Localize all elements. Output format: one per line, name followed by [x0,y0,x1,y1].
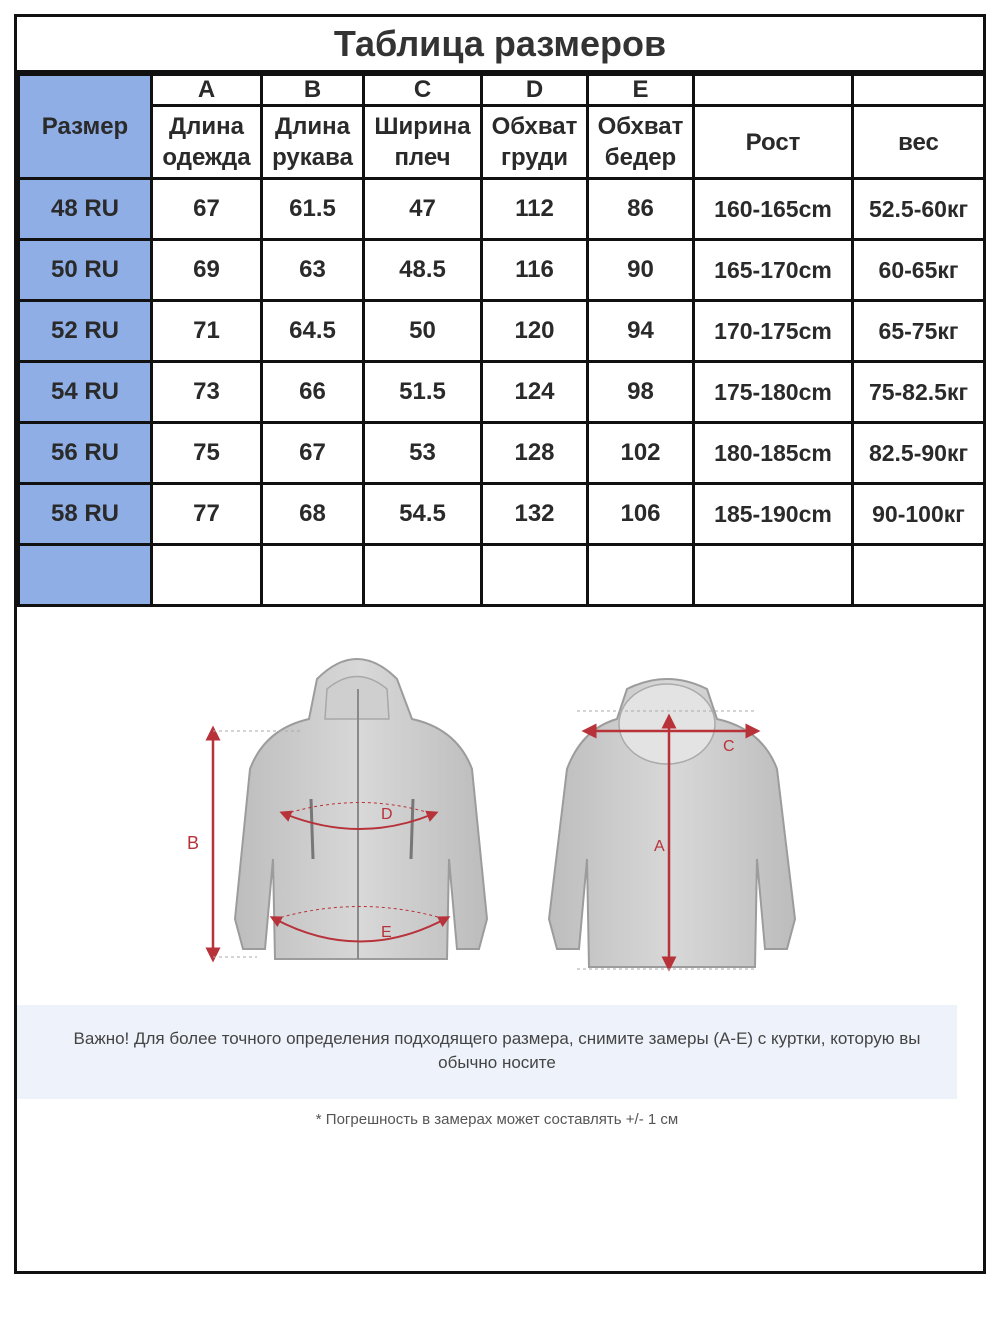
table-row [19,301,985,362]
shoulders-cell: 47 [364,179,482,240]
empty-cell [262,545,364,606]
weight-cell: 52.5-60кг [853,179,985,240]
length-cell: 67 [152,179,262,240]
shoulders-cell: 53 [364,423,482,484]
column-header-height: Рост [694,106,853,179]
size-table [17,73,986,607]
height-cell: 160-165cm [694,179,853,240]
height-cell: 170-175cm [694,301,853,362]
column-header-weight: вес [853,106,985,179]
height-letter-blank [694,75,853,106]
height-cell: 165-170cm [694,240,853,301]
column-header-chest: Обхват груди [482,106,588,179]
empty-cell [364,545,482,606]
hips-cell: 106 [588,484,694,545]
letter-c: C [364,75,482,106]
empty-cell [694,545,853,606]
column-header-length: Длина одежда [152,106,262,179]
shoulders-cell: 48.5 [364,240,482,301]
shoulders-cell: 51.5 [364,362,482,423]
size-header: Размер [19,75,152,179]
chest-cell: 112 [482,179,588,240]
sleeve-cell: 63 [262,240,364,301]
measure-label-c: C [723,738,735,755]
column-header-hips: Обхват бедер [588,106,694,179]
empty-size-cell [19,545,152,606]
empty-cell [482,545,588,606]
weight-letter-blank [853,75,985,106]
size-cell: 52 RU [19,301,152,362]
hips-cell: 98 [588,362,694,423]
size-cell: 54 RU [19,362,152,423]
shoulders-cell: 54.5 [364,484,482,545]
shoulders-cell: 50 [364,301,482,362]
hips-cell: 102 [588,423,694,484]
sleeve-cell: 67 [262,423,364,484]
measure-label-b: B [187,833,200,853]
chest-cell: 116 [482,240,588,301]
important-note: Важно! Для более точного определения подходящего размера, снимите замеры (А-Е) с куртки, которую вы обычно носите [73,1029,921,1072]
sleeve-cell: 68 [262,484,364,545]
measure-label-d: D [381,806,393,823]
weight-cell: 60-65кг [853,240,985,301]
table-row [19,240,985,301]
size-cell: 48 RU [19,179,152,240]
letter-e: E [588,75,694,106]
length-cell: 71 [152,301,262,362]
tolerance-note: * Погрешность в замерах может составлять +/- 1 см [315,1111,679,1128]
front-jacket [235,659,487,959]
letter-d: D [482,75,588,106]
chest-cell: 124 [482,362,588,423]
table-row [19,179,985,240]
table-row [19,423,985,484]
chest-cell: 128 [482,423,588,484]
size-cell: 58 RU [19,484,152,545]
length-cell: 77 [152,484,262,545]
sleeve-cell: 66 [262,362,364,423]
length-cell: 73 [152,362,262,423]
hips-cell: 90 [588,240,694,301]
empty-cell [152,545,262,606]
length-cell: 75 [152,423,262,484]
empty-cell [853,545,985,606]
column-header-shoulders: Ширина плеч [364,106,482,179]
letter-b: B [262,75,364,106]
weight-cell: 82.5-90кг [853,423,985,484]
size-cell: 56 RU [19,423,152,484]
chest-cell: 120 [482,301,588,362]
chest-cell: 132 [482,484,588,545]
weight-cell: 75-82.5кг [853,362,985,423]
jacket-measurement-diagram [17,619,983,1274]
weight-cell: 65-75кг [853,301,985,362]
size-cell: 50 RU [19,240,152,301]
column-header-sleeve: Длина рукава [262,106,364,179]
page-title: Таблица размеров [17,17,983,73]
empty-cell [588,545,694,606]
measure-label-e: E [381,924,392,941]
height-cell: 180-185cm [694,423,853,484]
measure-label-a: A [654,838,665,855]
weight-cell: 90-100кг [853,484,985,545]
height-cell: 185-190cm [694,484,853,545]
height-cell: 175-180cm [694,362,853,423]
size-chart-sheet [14,14,986,1274]
length-cell: 69 [152,240,262,301]
table-row [19,362,985,423]
back-jacket [549,679,795,967]
sleeve-cell: 64.5 [262,301,364,362]
empty-table-row [19,545,985,606]
sleeve-cell: 61.5 [262,179,364,240]
letter-a: A [152,75,262,106]
hips-cell: 94 [588,301,694,362]
hips-cell: 86 [588,179,694,240]
table-row [19,484,985,545]
